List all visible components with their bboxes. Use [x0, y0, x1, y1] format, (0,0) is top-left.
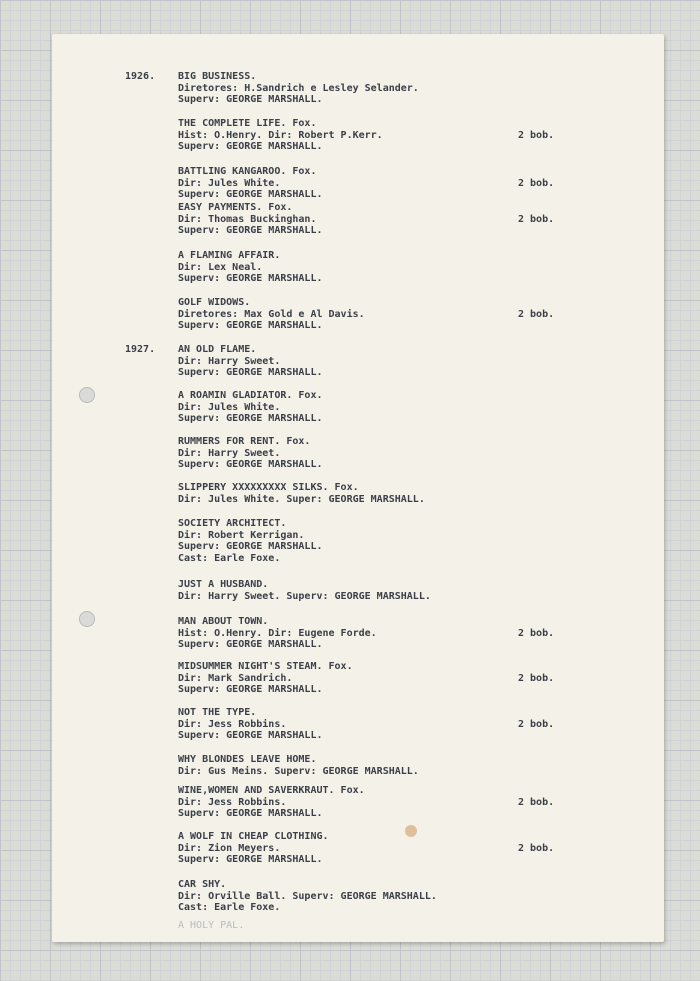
- bob-note: 2 bob.: [518, 308, 555, 320]
- bob-note: 2 bob.: [518, 177, 555, 189]
- film-title: JUST A HUSBAND.: [178, 579, 269, 590]
- bob-note: 2 bob.: [518, 718, 555, 730]
- credit-line: Dir: Gus Meins. Superv: GEORGE MARSHALL.: [178, 765, 419, 777]
- bob-note: 2 bob.: [518, 796, 555, 808]
- film-title: MAN ABOUT TOWN.: [178, 616, 269, 627]
- year-label: 1926.: [125, 71, 156, 82]
- credit-line: Diretores: H.Sandrich e Lesley Selander.: [178, 82, 419, 94]
- bob-note: 2 bob.: [518, 129, 555, 141]
- credit-line: Dir: Thomas Buckinghan.: [178, 213, 317, 225]
- film-title: SLIPPERY XXXXXXXXX SILKS. Fox.: [178, 482, 359, 493]
- film-title: A ROAMIN GLADIATOR. Fox.: [178, 390, 323, 401]
- credit-line: Superv: GEORGE MARSHALL.: [178, 273, 323, 285]
- credit-line: Dir: Lex Neal.: [178, 261, 263, 273]
- credit-line: Superv: GEORGE MARSHALL.: [178, 141, 323, 153]
- credit-line: Superv: GEORGE MARSHALL.: [178, 808, 323, 820]
- credit-line: Dir: Robert Kerrigan.: [178, 529, 305, 541]
- credit-line: Cast: Earle Foxe.: [178, 552, 281, 564]
- film-title: GOLF WIDOWS.: [178, 297, 251, 308]
- credit-line: Dir: Jules White.: [178, 401, 281, 413]
- credit-line: Dir: Mark Sandrich.: [178, 672, 293, 684]
- credit-line: Superv: GEORGE MARSHALL.: [178, 320, 323, 332]
- film-title: EASY PAYMENTS. Fox.: [178, 202, 293, 213]
- bob-note: 2 bob.: [518, 627, 555, 639]
- credit-line: Superv: GEORGE MARSHALL.: [178, 189, 323, 201]
- paper-stain: [405, 825, 417, 837]
- credit-line: Superv: GEORGE MARSHALL.: [178, 684, 323, 696]
- credit-line: Superv: GEORGE MARSHALL.: [178, 730, 323, 742]
- credit-line: Superv: GEORGE MARSHALL.: [178, 639, 323, 651]
- credit-line: Cast: Earle Foxe.: [178, 902, 281, 914]
- credit-line: Hist: O.Henry. Dir: Eugene Forde.: [178, 627, 377, 639]
- film-title: A WOLF IN CHEAP CLOTHING.: [178, 831, 329, 842]
- bob-note: 2 bob.: [518, 672, 555, 684]
- credit-line: Dir: Harry Sweet. Superv: GEORGE MARSHALL.: [178, 590, 431, 602]
- credit-line: Dir: Orville Ball. Superv: GEORGE MARSHALL.: [178, 890, 437, 902]
- film-title: RUMMERS FOR RENT. Fox.: [178, 436, 311, 447]
- film-title: NOT THE TYPE.: [178, 707, 257, 718]
- credit-line: Dir: Zion Meyers.: [178, 842, 281, 854]
- credit-line: Superv: GEORGE MARSHALL.: [178, 459, 323, 471]
- bob-note: 2 bob.: [518, 213, 555, 225]
- film-title: WHY BLONDES LEAVE HOME.: [178, 754, 317, 765]
- film-title: WINE,WOMEN AND SAVERKRAUT. Fox.: [178, 785, 365, 796]
- credit-line: Hist: O.Henry. Dir: Robert P.Kerr.: [178, 129, 383, 141]
- film-title: CAR SHY.: [178, 879, 227, 890]
- credit-line: Dir: Harry Sweet.: [178, 447, 281, 459]
- bleed-through-text: A HOLY PAL.: [178, 920, 245, 931]
- credit-line: Dir: Harry Sweet.: [178, 355, 281, 367]
- year-label: 1927.: [125, 344, 156, 355]
- credit-line: Superv: GEORGE MARSHALL.: [178, 541, 323, 553]
- film-title: BIG BUSINESS.: [178, 71, 257, 82]
- typed-page: [52, 34, 664, 942]
- credit-line: Superv: GEORGE MARSHALL.: [178, 413, 323, 425]
- film-title: SOCIETY ARCHITECT.: [178, 518, 287, 529]
- credit-line: Superv: GEORGE MARSHALL.: [178, 854, 323, 866]
- credit-line: Dir: Jess Robbins.: [178, 796, 287, 808]
- credit-line: Dir: Jess Robbins.: [178, 718, 287, 730]
- credit-line: Superv: GEORGE MARSHALL.: [178, 94, 323, 106]
- credit-line: Dir: Jules White. Super: GEORGE MARSHALL.: [178, 493, 425, 505]
- punch-hole: [79, 387, 95, 403]
- film-title: MIDSUMMER NIGHT'S STEAM. Fox.: [178, 661, 353, 672]
- credit-line: Superv: GEORGE MARSHALL.: [178, 225, 323, 237]
- credit-line: Superv: GEORGE MARSHALL.: [178, 367, 323, 379]
- bob-note: 2 bob.: [518, 842, 555, 854]
- film-title: AN OLD FLAME.: [178, 344, 257, 355]
- punch-hole: [79, 611, 95, 627]
- film-title: THE COMPLETE LIFE. Fox.: [178, 118, 317, 129]
- credit-line: Diretores: Max Gold e Al Davis.: [178, 308, 365, 320]
- film-title: A FLAMING AFFAIR.: [178, 250, 281, 261]
- film-title: BATTLING KANGAROO. Fox.: [178, 166, 317, 177]
- credit-line: Dir: Jules White.: [178, 177, 281, 189]
